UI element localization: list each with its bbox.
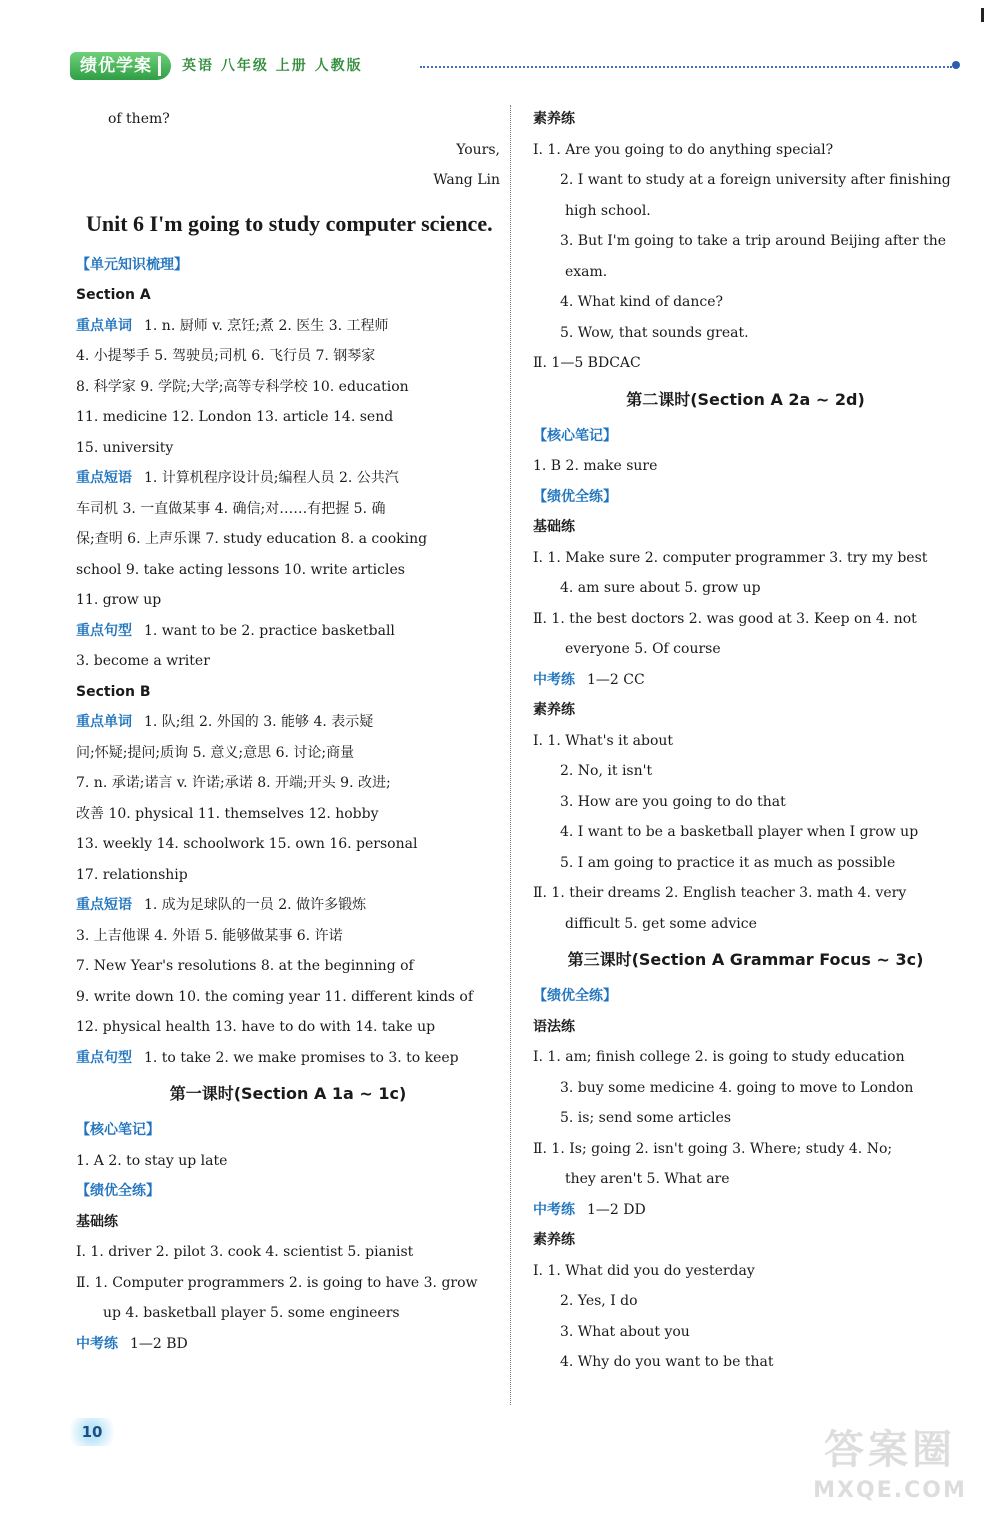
answer-line: 3. become a writer (76, 653, 210, 669)
subsection-heading-text: 素养练 (533, 1232, 575, 1248)
subsection-heading-text: 语法练 (533, 1018, 575, 1035)
keyword-label: 中考练 (76, 1335, 118, 1352)
answer-line: 7. n. 承诺;诺言 v. 许诺;承诺 8. 开端;开头 9. 改进; (76, 775, 391, 791)
answer-text: 1. want to be 2. practice basketball (144, 622, 395, 639)
brand-text: 绩优学案 (80, 56, 152, 76)
answer-line: 5. is; send some articles (560, 1110, 732, 1126)
answer-line: 4. I want to be a basketball player when I grow up (560, 824, 919, 840)
answer-line: 4. Why do you want to be that (560, 1354, 774, 1370)
answer-text: 1. to take 2. we make promises to 3. to keep (144, 1049, 459, 1066)
answer-line: school 9. take acting lessons 10. write articles (76, 561, 405, 578)
answer-text: 1. n. 厨师 v. 烹饪;煮 2. 医生 3. 工程师 (144, 317, 389, 334)
subsection-heading-text: Section A (76, 287, 151, 303)
answer-line (76, 890, 500, 921)
answer-line (76, 463, 500, 494)
section-tag (76, 250, 500, 281)
subsection-heading (533, 512, 958, 543)
page-number: 10 (70, 1418, 114, 1446)
watermark-line1: 答案圈 (824, 1427, 956, 1473)
answer-line: difficult 5. get some advice (565, 915, 757, 932)
answer-line: 15. university (76, 439, 174, 456)
section-tag (533, 981, 958, 1012)
answer-line: Wang Lin (433, 172, 500, 188)
answer-line: 5. I am going to practice it as much as possible (560, 854, 896, 871)
answer-line: 8. 科学家 9. 学院;大学;高等专科学校 10. education (76, 378, 409, 395)
keyword-label: 重点句型 (76, 1049, 132, 1066)
lesson-heading: 第三课时(Section A Grammar Focus ~ 3c) (567, 950, 924, 969)
answer-line: 3. But I'm going to take a trip around Beijing after the (560, 233, 947, 249)
left-column (76, 104, 500, 1359)
corner-mark (981, 8, 984, 22)
answer-line: up 4. basketball player 5. some engineers (103, 1305, 400, 1321)
answer-line: Ⅰ. 1. What did you do yesterday (533, 1262, 755, 1279)
subsection-heading-text: 基础练 (533, 519, 575, 535)
answer-line: everyone 5. Of course (565, 641, 721, 657)
section-tag-text: 【核心笔记】 (76, 1122, 160, 1138)
section-tag-text: 【单元知识梳理】 (76, 256, 188, 273)
answer-line: 17. relationship (76, 866, 188, 883)
answer-line: Ⅱ. 1. the best doctors 2. was good at 3. Keep on 4. not (533, 610, 917, 627)
unit-title: Unit 6 I'm going to study computer science. (86, 210, 493, 236)
subsection-heading (533, 1225, 958, 1256)
section-tag (76, 1176, 500, 1207)
keyword-label: 重点短语 (76, 897, 132, 913)
section-tag (533, 421, 958, 452)
answer-line: 4. What kind of dance? (560, 294, 724, 310)
answer-line (76, 1043, 500, 1074)
keyword-label: 重点句型 (76, 622, 132, 639)
keyword-label: 重点单词 (76, 317, 132, 334)
answer-line: Ⅰ. 1. Are you going to do anything special? (533, 141, 834, 158)
answer-line: 11. medicine 12. London 13. article 14. send (76, 409, 394, 425)
answer-line: 2. No, it isn't (560, 763, 653, 779)
subsection-heading-text: 素养练 (533, 702, 575, 718)
subsection-heading (533, 695, 958, 726)
answer-line: 保;查明 6. 上声乐课 7. study education 8. a cooking (76, 531, 428, 547)
section-tag-text: 【核心笔记】 (533, 427, 617, 444)
subsection-heading-text: Section B (76, 683, 151, 700)
answer-line: 9. write down 10. the coming year 11. different kinds of (76, 988, 474, 1005)
answer-line: 1. B 2. make sure (533, 458, 658, 474)
answer-line: Ⅰ. 1. What's it about (533, 732, 674, 749)
answer-line: 11. grow up (76, 592, 162, 608)
keyword-label: 中考练 (533, 1201, 575, 1218)
answer-line: 13. weekly 14. schoolwork 15. own 16. personal (76, 836, 418, 852)
answer-line: 3. What about you (560, 1323, 690, 1340)
lesson-heading: 第二课时(Section A 2a ~ 2d) (626, 389, 865, 409)
answer-line: 3. buy some medicine 4. going to move to London (560, 1079, 914, 1096)
lesson-heading: 第一课时(Section A 1a ~ 1c) (169, 1084, 407, 1103)
answer-line: Ⅱ. 1. Is; going 2. isn't going 3. Where; study 4. No; (533, 1140, 893, 1157)
answer-line: Ⅰ. 1. am; finish college 2. is going to study education (533, 1049, 905, 1065)
keyword-label: 中考练 (533, 671, 575, 688)
answer-text: 1—2 CC (587, 671, 645, 688)
subsection-heading (76, 677, 500, 708)
answer-text: 1—2 DD (587, 1201, 646, 1218)
section-tag-text: 【绩优全练】 (533, 988, 617, 1004)
answer-line: 车司机 3. 一直做某事 4. 确信;对……有把握 5. 确 (76, 500, 386, 517)
answer-line: they aren't 5. What are (565, 1171, 730, 1187)
answer-line: 7. New Year's resolutions 8. at the beginning of (76, 958, 414, 974)
answer-line (76, 1329, 500, 1360)
answer-line: 1. A 2. to stay up late (76, 1152, 228, 1169)
answer-line (76, 311, 500, 342)
right-column (533, 104, 958, 1378)
section-tag (533, 482, 958, 513)
answer-line (533, 665, 958, 696)
answer-text: 1. 队;组 2. 外国的 3. 能够 4. 表示疑 (144, 714, 374, 730)
answer-line (533, 1195, 958, 1226)
watermark-line2: MXQE.COM (813, 1478, 967, 1503)
answer-line: Yours, (456, 141, 500, 158)
answer-line (76, 707, 500, 738)
page-header (70, 48, 960, 84)
watermark (790, 1424, 990, 1514)
section-tag-text: 【绩优全练】 (76, 1183, 160, 1199)
answer-line: 2. Yes, I do (560, 1293, 638, 1309)
subject-label: 英语 八年级 上册 人教版 (182, 58, 363, 74)
answer-line: 4. 小提琴手 5. 驾驶员;司机 6. 飞行员 7. 钢琴家 (76, 348, 376, 364)
answer-line: Ⅰ. 1. driver 2. pilot 3. cook 4. scientist 5. pianist (76, 1244, 414, 1260)
brand-logo (70, 52, 171, 80)
answer-line: of them? (108, 111, 170, 127)
answer-line: 12. physical health 13. have to do with 14. take up (76, 1019, 436, 1035)
column-divider (510, 105, 511, 1405)
answer-line: 3. 上吉他课 4. 外语 5. 能够做某事 6. 许诺 (76, 927, 343, 944)
answer-line: Ⅱ. 1. their dreams 2. English teacher 3. math 4. very (533, 885, 907, 901)
answer-text: 1—2 BD (130, 1335, 188, 1352)
section-tag-text: 【绩优全练】 (533, 488, 617, 505)
subsection-heading (76, 1207, 500, 1238)
subsection-heading (533, 104, 958, 135)
subsection-heading (533, 1012, 958, 1043)
answer-line: high school. (565, 202, 651, 219)
header-dot (952, 61, 960, 69)
answer-line: 改善 10. physical 11. themselves 12. hobby (76, 805, 379, 822)
answer-line: 2. I want to study at a foreign university after finishing (560, 172, 951, 188)
answer-line: 5. Wow, that sounds great. (560, 324, 749, 341)
answer-line: exam. (565, 263, 608, 280)
answer-line: 3. How are you going to do that (560, 793, 786, 810)
answer-text: 1. 计算机程序设计员;编程人员 2. 公共汽 (144, 470, 399, 486)
section-tag (76, 1115, 500, 1146)
answer-line: 问;怀疑;提问;质询 5. 意义;意思 6. 讨论;商量 (76, 744, 355, 761)
answer-line: Ⅱ. 1—5 BDCAC (533, 355, 641, 371)
subsection-heading (76, 280, 500, 311)
answer-text: 1. 成为足球队的一员 2. 做许多锻炼 (144, 897, 367, 913)
keyword-label: 重点短语 (76, 470, 132, 486)
subsection-heading-text: 基础练 (76, 1213, 118, 1230)
header-dotted-line (420, 66, 952, 68)
subsection-heading-text: 素养练 (533, 111, 575, 127)
answer-line: Ⅱ. 1. Computer programmers 2. is going to have 3. grow (76, 1274, 478, 1291)
keyword-label: 重点单词 (76, 714, 132, 730)
answer-line: Ⅰ. 1. Make sure 2. computer programmer 3. try my best (533, 549, 928, 566)
answer-line: 4. am sure about 5. grow up (560, 580, 761, 596)
answer-line (76, 616, 500, 647)
